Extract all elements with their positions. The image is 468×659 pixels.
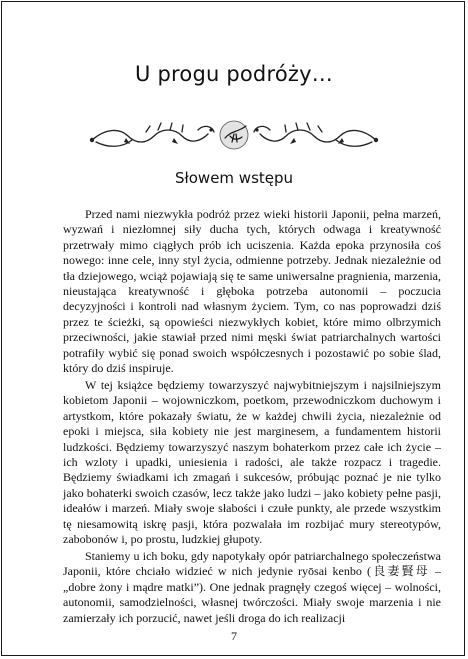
paragraph: Staniemy u ich boku, gdy napotykały opór patriarchalnego społeczeństwa Japonii, które chciało widzieć w nich jedynie ryōsai kenbo (良妻賢母 – „dobre żony i mądre matki”). One jednak pragnęły czegoś więcej – wolności, autonomii, samodzielności, własnej twórczości. Miały swoje marzenia i nie zamierzały ich porzucić, nawet jeśli droga do ich realizacji: [63, 548, 441, 625]
body-text: [63, 207, 441, 627]
paragraph: W tej książce będziemy towarzyszyć najwybitniejszym i najsilniejszym kobietom Japonii – wojowniczkom, poetkom, przewodniczkom duchowym i artystkom, które pokazały światu, że w każdej chwili życia, niezależnie od epoki i miejsca, siła kobiety nie jest marginesem, a fundamentem historii ludzkości. Będziemy towarzyszyć naszym bohaterkom przez całe ich życie – ich wzloty i upadki, uniesienia i radości, ale także rozpacz i tragedie. Będziemy świadkami ich zmagań i sukcesów, próbując poznać je nie tylko jako bohaterki swoich czasów, lecz także jako ludzi – jako kobiety pełne pasji, ideałów i marzeń. Miały swoje słabości i czułe punkty, ale przede wszystkim tę niesamowitą iskrę pasji, która pozwalała im rozbijać mury stereotypów, zabobonów i, po prostu, ludzkiej głupoty.: [63, 377, 441, 547]
paragraph: Przed nami niezwykła podróż przez wieki historii Japonii, pełna marzeń, wyzwań i niezłomnej siły ducha tych, których odwaga i kreatywność przetrwały mimo ciągłych prób ich uciszenia. Każda epoka przynosiła coś nowego: inne cele, inny styl życia, odmienne potrzeby. Jednak niezależnie od tła dziejowego, wciąż pojawiają się te same uniwersalne pragnienia, marzenia, nieustająca kreatywność i głęboka potrzeba autonomii – poczucia decyzyjności i kontroli nad własnym życiem. Tym, co nas poprowadzi dziś przez te ścieżki, są opowieści niezwykłych kobiet, które mimo olbrzymich przeciwności, jakie stawiał przed nimi męski świat patriarchalnych wartości potrafiły wybić się ponad swoich współczesnych i pozostawić po sobie ślad, który do dziś inspiruje.: [63, 207, 441, 376]
section-subtitle: Słowem wstępu: [174, 169, 294, 187]
crane-ornament-icon: [86, 118, 382, 152]
page-number: 7: [231, 629, 237, 643]
page-title: U progu podróży…: [135, 62, 333, 86]
